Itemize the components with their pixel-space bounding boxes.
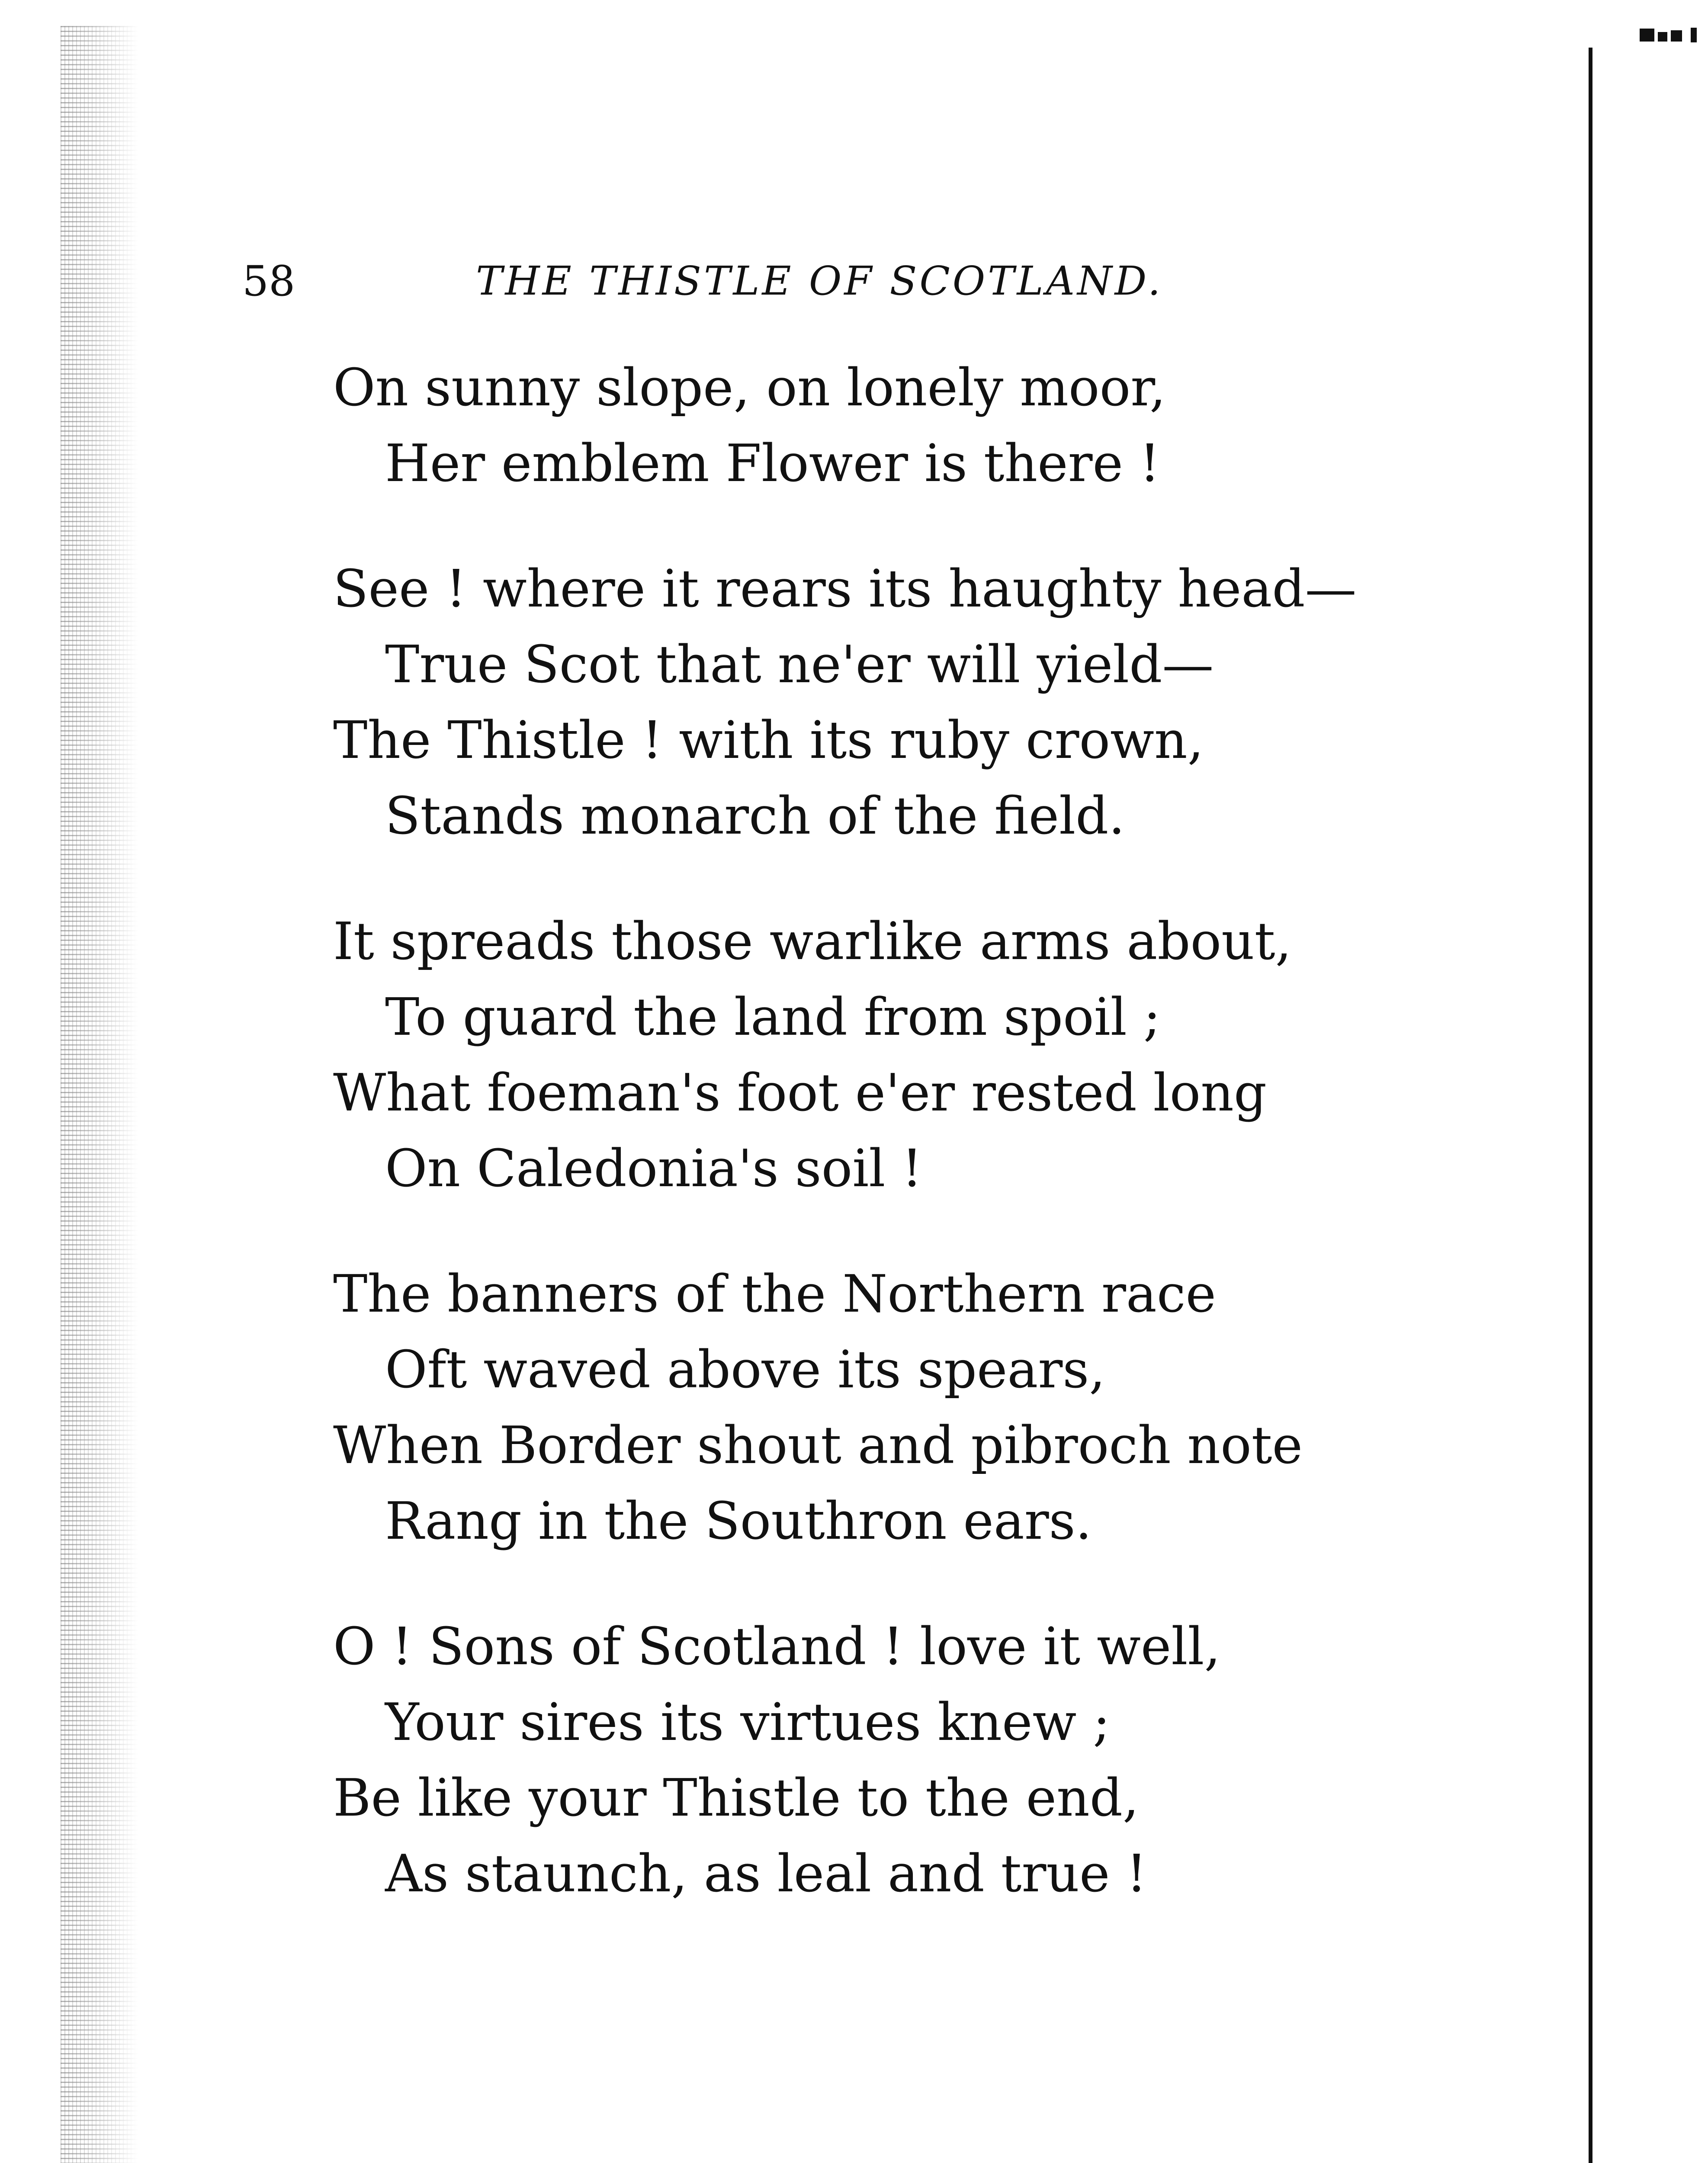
stanza-break [333, 502, 1501, 552]
stanza-break [333, 854, 1501, 904]
poem-line: The banners of the Northern race [333, 1264, 1216, 1324]
poem-line: On sunny slope, on lonely moor, [333, 358, 1166, 418]
poem-line: The Thistle ! with its ruby crown, [333, 711, 1204, 770]
stanza [333, 350, 1501, 502]
poem-line: When Border shout and pibroch note [333, 1416, 1303, 1476]
poem-line: True Scot that ne'er will yield— [385, 635, 1214, 695]
stanza [333, 552, 1501, 854]
scan-binding-line [1589, 48, 1592, 2163]
poem-line: What foeman's foot e'er rested long [333, 1063, 1267, 1123]
page-number: 58 [242, 257, 295, 305]
scan-corner-speck [1640, 21, 1705, 47]
scan-left-edge [61, 26, 138, 2163]
page-header [242, 251, 1203, 311]
poem-line: Be like your Thistle to the end, [333, 1768, 1139, 1828]
poem-line: Your sires its virtues knew ; [385, 1693, 1111, 1752]
poem-line: Oft waved above its spears, [385, 1340, 1106, 1400]
running-title: THE THISTLE OF SCOTLAND. [476, 258, 1163, 304]
poem-line: O ! Sons of Scotland ! love it well, [333, 1617, 1221, 1677]
poem-line: Her emblem Flower is there ! [385, 434, 1160, 494]
poem-line: To guard the land from spoil ; [385, 988, 1161, 1047]
stanza-break [333, 1560, 1501, 1609]
stanza [333, 904, 1501, 1207]
stanza-break [333, 1207, 1501, 1257]
poem-line: See ! where it rears its haughty head— [333, 559, 1357, 619]
poem-line: Rang in the Southron ears. [385, 1492, 1092, 1551]
poem-line: Stands monarch of the field. [385, 786, 1125, 846]
poem-line: On Caledonia's soil ! [385, 1139, 923, 1199]
stanza [333, 1257, 1501, 1560]
poem [333, 350, 1501, 1912]
poem-line: As staunch, as leal and true ! [385, 1844, 1147, 1904]
stanza [333, 1609, 1501, 1912]
poem-line: It spreads those warlike arms about, [333, 912, 1292, 972]
